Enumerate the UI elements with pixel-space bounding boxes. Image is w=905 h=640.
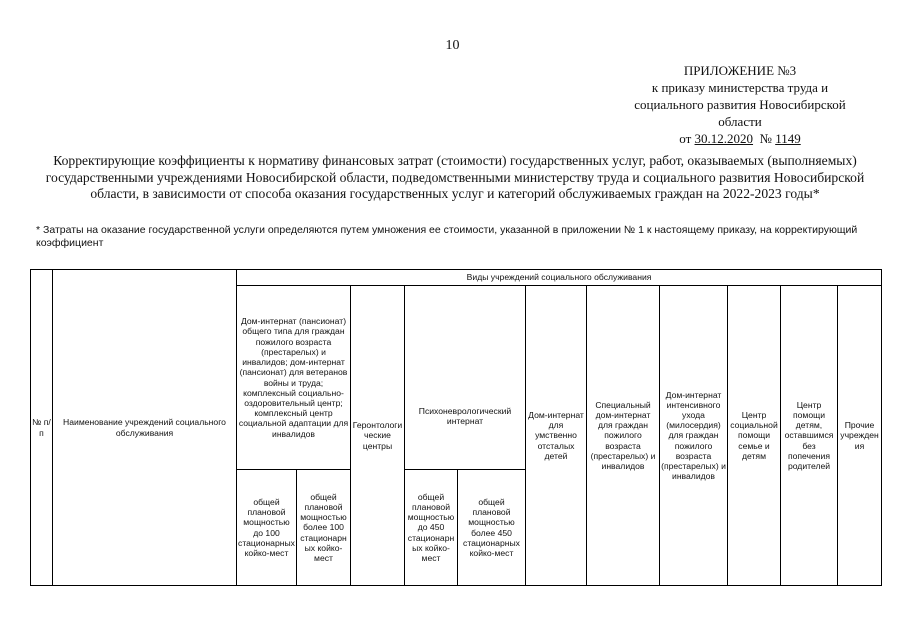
document-title: Корректирующие коэффициенты к нормативу финансовых затрат (стоимости) государственных услуг, работ, оказываемых (выполняемых) государственными учреждениями Новосибирской области, подведомственными министерству труда и социального развития Новосибирской области, в зависимости от способа оказания государственных услуг и категорий обслуживаемых граждан на 2022-2023 годы* [45, 153, 865, 201]
order-date: 30.12.2020 [694, 131, 754, 146]
header-other-institutions: Прочие учреждения [838, 286, 882, 586]
appendix-order-ref [600, 130, 880, 147]
appendix-title: ПРИЛОЖЕНИЕ №3 [683, 63, 797, 78]
header-psycho-over-450: общей плановой мощностью более 450 стационарных койко-мест [458, 470, 526, 586]
header-special-internat: Специальный дом-интернат для граждан пожилого возраста (престарелых) и инвалидов [587, 286, 660, 586]
header-children-internat: Дом-интернат для умственно отсталых детей [526, 286, 587, 586]
header-psycho-internat: Психоневрологический интернат [405, 286, 526, 470]
order-number: 1149 [775, 131, 801, 146]
header-family-center: Центр социальной помощи семье и детям [728, 286, 781, 586]
date-prefix: от [679, 131, 692, 146]
header-orphan-center: Центр помощи детям, оставшимся без попечения родителей [781, 286, 838, 586]
header-gerontological-centers: Геронтологические центры [351, 286, 405, 586]
header-number: № п/п [31, 270, 53, 586]
coefficients-table [30, 269, 882, 586]
header-intensive-care-internat: Дом-интернат интенсивного ухода (милосердия) для граждан пожилого возраста (престарелых) и инвалидов [660, 286, 728, 586]
page-number: 10 [445, 38, 460, 53]
footnote: * Затраты на оказание государственной услуги определяются путем умножения ее стоимости, указанной в приложении № 1 к настоящему приказу, на корректирующий коэффициент [36, 224, 858, 249]
header-psycho-up-to-450: общей плановой мощностью до 450 стационарных койко-мест [405, 470, 458, 586]
appendix-header [600, 62, 880, 147]
number-prefix: № [759, 131, 772, 146]
header-general-up-to-100: общей плановой мощностью до 100 стационарных койко-мест [237, 470, 297, 586]
appendix-line-2: к приказу министерства труда и [651, 80, 829, 95]
header-institution-types: Виды учреждений социального обслуживания [237, 270, 882, 286]
header-general-internat: Дом-интернат (пансионат) общего типа для граждан пожилого возраста (престарелых) и инвалидов; дом-интернат (пансионат) для ветеранов войны и труда; комплексный социально-оздоровительный центр; комплексный центр социальной адаптации для инвалидов [237, 286, 351, 470]
appendix-line-3: социального развития Новосибирской [634, 97, 846, 112]
header-general-over-100: общей плановой мощностью более 100 стационарных койко-мест [297, 470, 351, 586]
header-institution-name: Наименование учреждений социального обслуживания [53, 270, 237, 586]
appendix-line-4: области [718, 114, 762, 129]
